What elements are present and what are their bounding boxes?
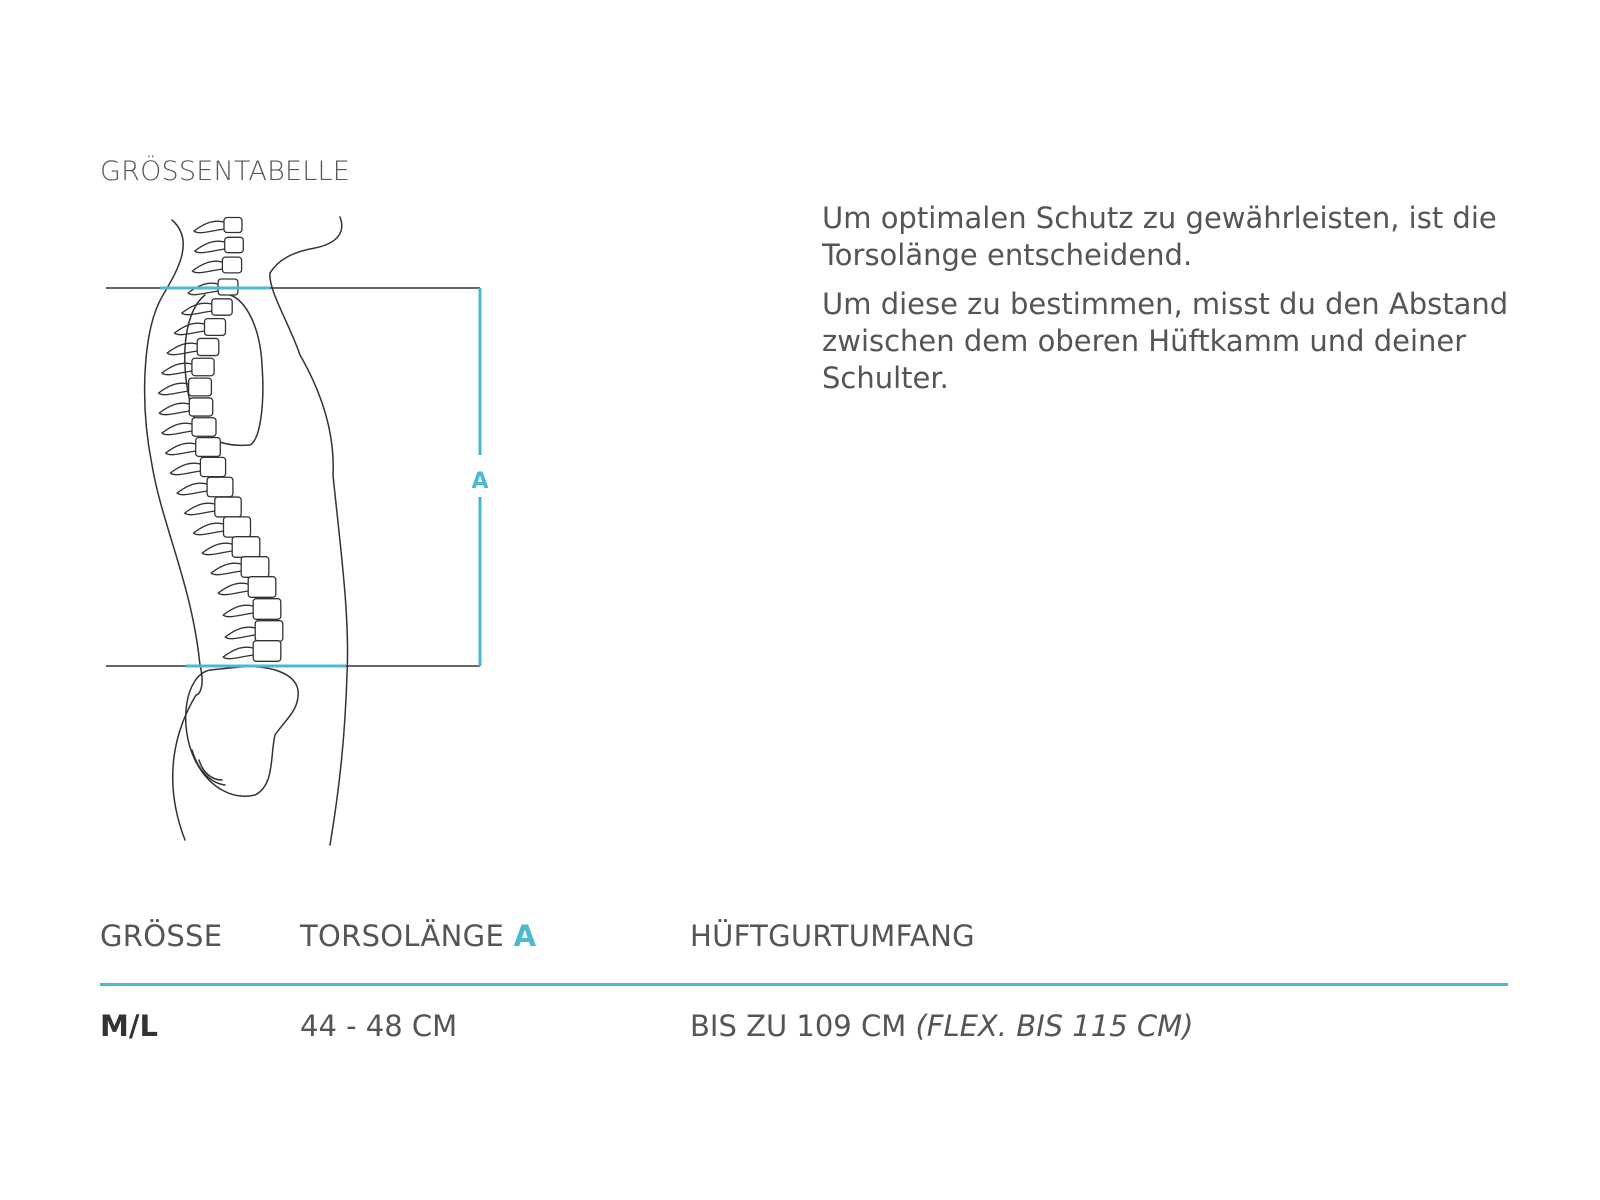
spine [159,218,283,662]
vertebra [197,338,219,355]
header-torso-label: TORSOLÄNGE [300,919,505,953]
row-hip-value: BIS ZU 109 CM [690,1009,907,1043]
vertebra [225,237,244,252]
vertebra [207,477,233,497]
vertebra-process [159,383,189,395]
vertebra-process [177,483,207,495]
vertebra-process [211,563,241,575]
description-paragraph: Um optimalen Schutz zu gewährleisten, ist die Torsolänge entscheidend. [822,201,1497,272]
vertebra [189,398,212,416]
row-hip-flex-note: (FLEX. BIS 115 CM) [915,1009,1194,1043]
vertebra-process [170,463,200,475]
vertebra [215,497,241,517]
vertebra [224,218,242,233]
vertebra-process [166,443,196,455]
measurement-marker-label: A [471,469,489,494]
vertebra-process [162,363,192,375]
vertebra [192,418,216,437]
vertebra-process [185,503,215,515]
size-table [100,915,1508,1074]
vertebra-process [162,423,192,435]
header-torso-marker: A [513,919,537,953]
vertebra-process [194,221,224,233]
vertebra-process [182,303,212,315]
description [822,200,1522,409]
back-outline [145,220,202,840]
row-torso: 44 - 48 CM [300,1009,458,1043]
vertebra [232,537,260,558]
vertebra [253,599,281,620]
vertebra [255,621,283,642]
vertebra [200,457,225,476]
row-hip [690,1009,1193,1043]
header-hip: HÜFTGURTUMFANG [690,919,975,953]
row-size: M/L [100,1009,158,1043]
vertebra [189,378,212,396]
pelvis [186,667,298,797]
vertebra [241,557,269,578]
vertebra [212,299,232,315]
vertebra-process [218,583,248,595]
vertebra-process [202,543,232,555]
vertebra-process [167,343,197,355]
vertebra [222,257,241,273]
vertebra-process [195,241,225,253]
table-header-row [100,915,1508,986]
table-row [100,986,1508,1074]
vertebra [192,358,214,375]
vertebra [224,517,251,537]
front-outline [270,217,348,845]
spine-measurement-illustration [100,215,520,865]
vertebra-process [225,627,255,639]
vertebra-process [223,647,253,659]
vertebra-process [194,523,224,535]
vertebra-process [175,323,205,335]
vertebra-process [159,403,189,415]
section-title: GRÖSSENTABELLE [100,156,351,187]
vertebra-process [223,605,253,617]
description-paragraph: Um diese zu bestimmen, misst du den Abstand zwischen dem oberen Hüftkamm und deiner Schulter. [822,287,1509,395]
vertebra-process [192,261,222,273]
vertebra [253,641,281,662]
vertebra [248,577,276,598]
vertebra [205,319,226,336]
header-size: GRÖSSE [100,919,223,953]
vertebra [196,438,221,457]
header-torso [300,919,536,953]
